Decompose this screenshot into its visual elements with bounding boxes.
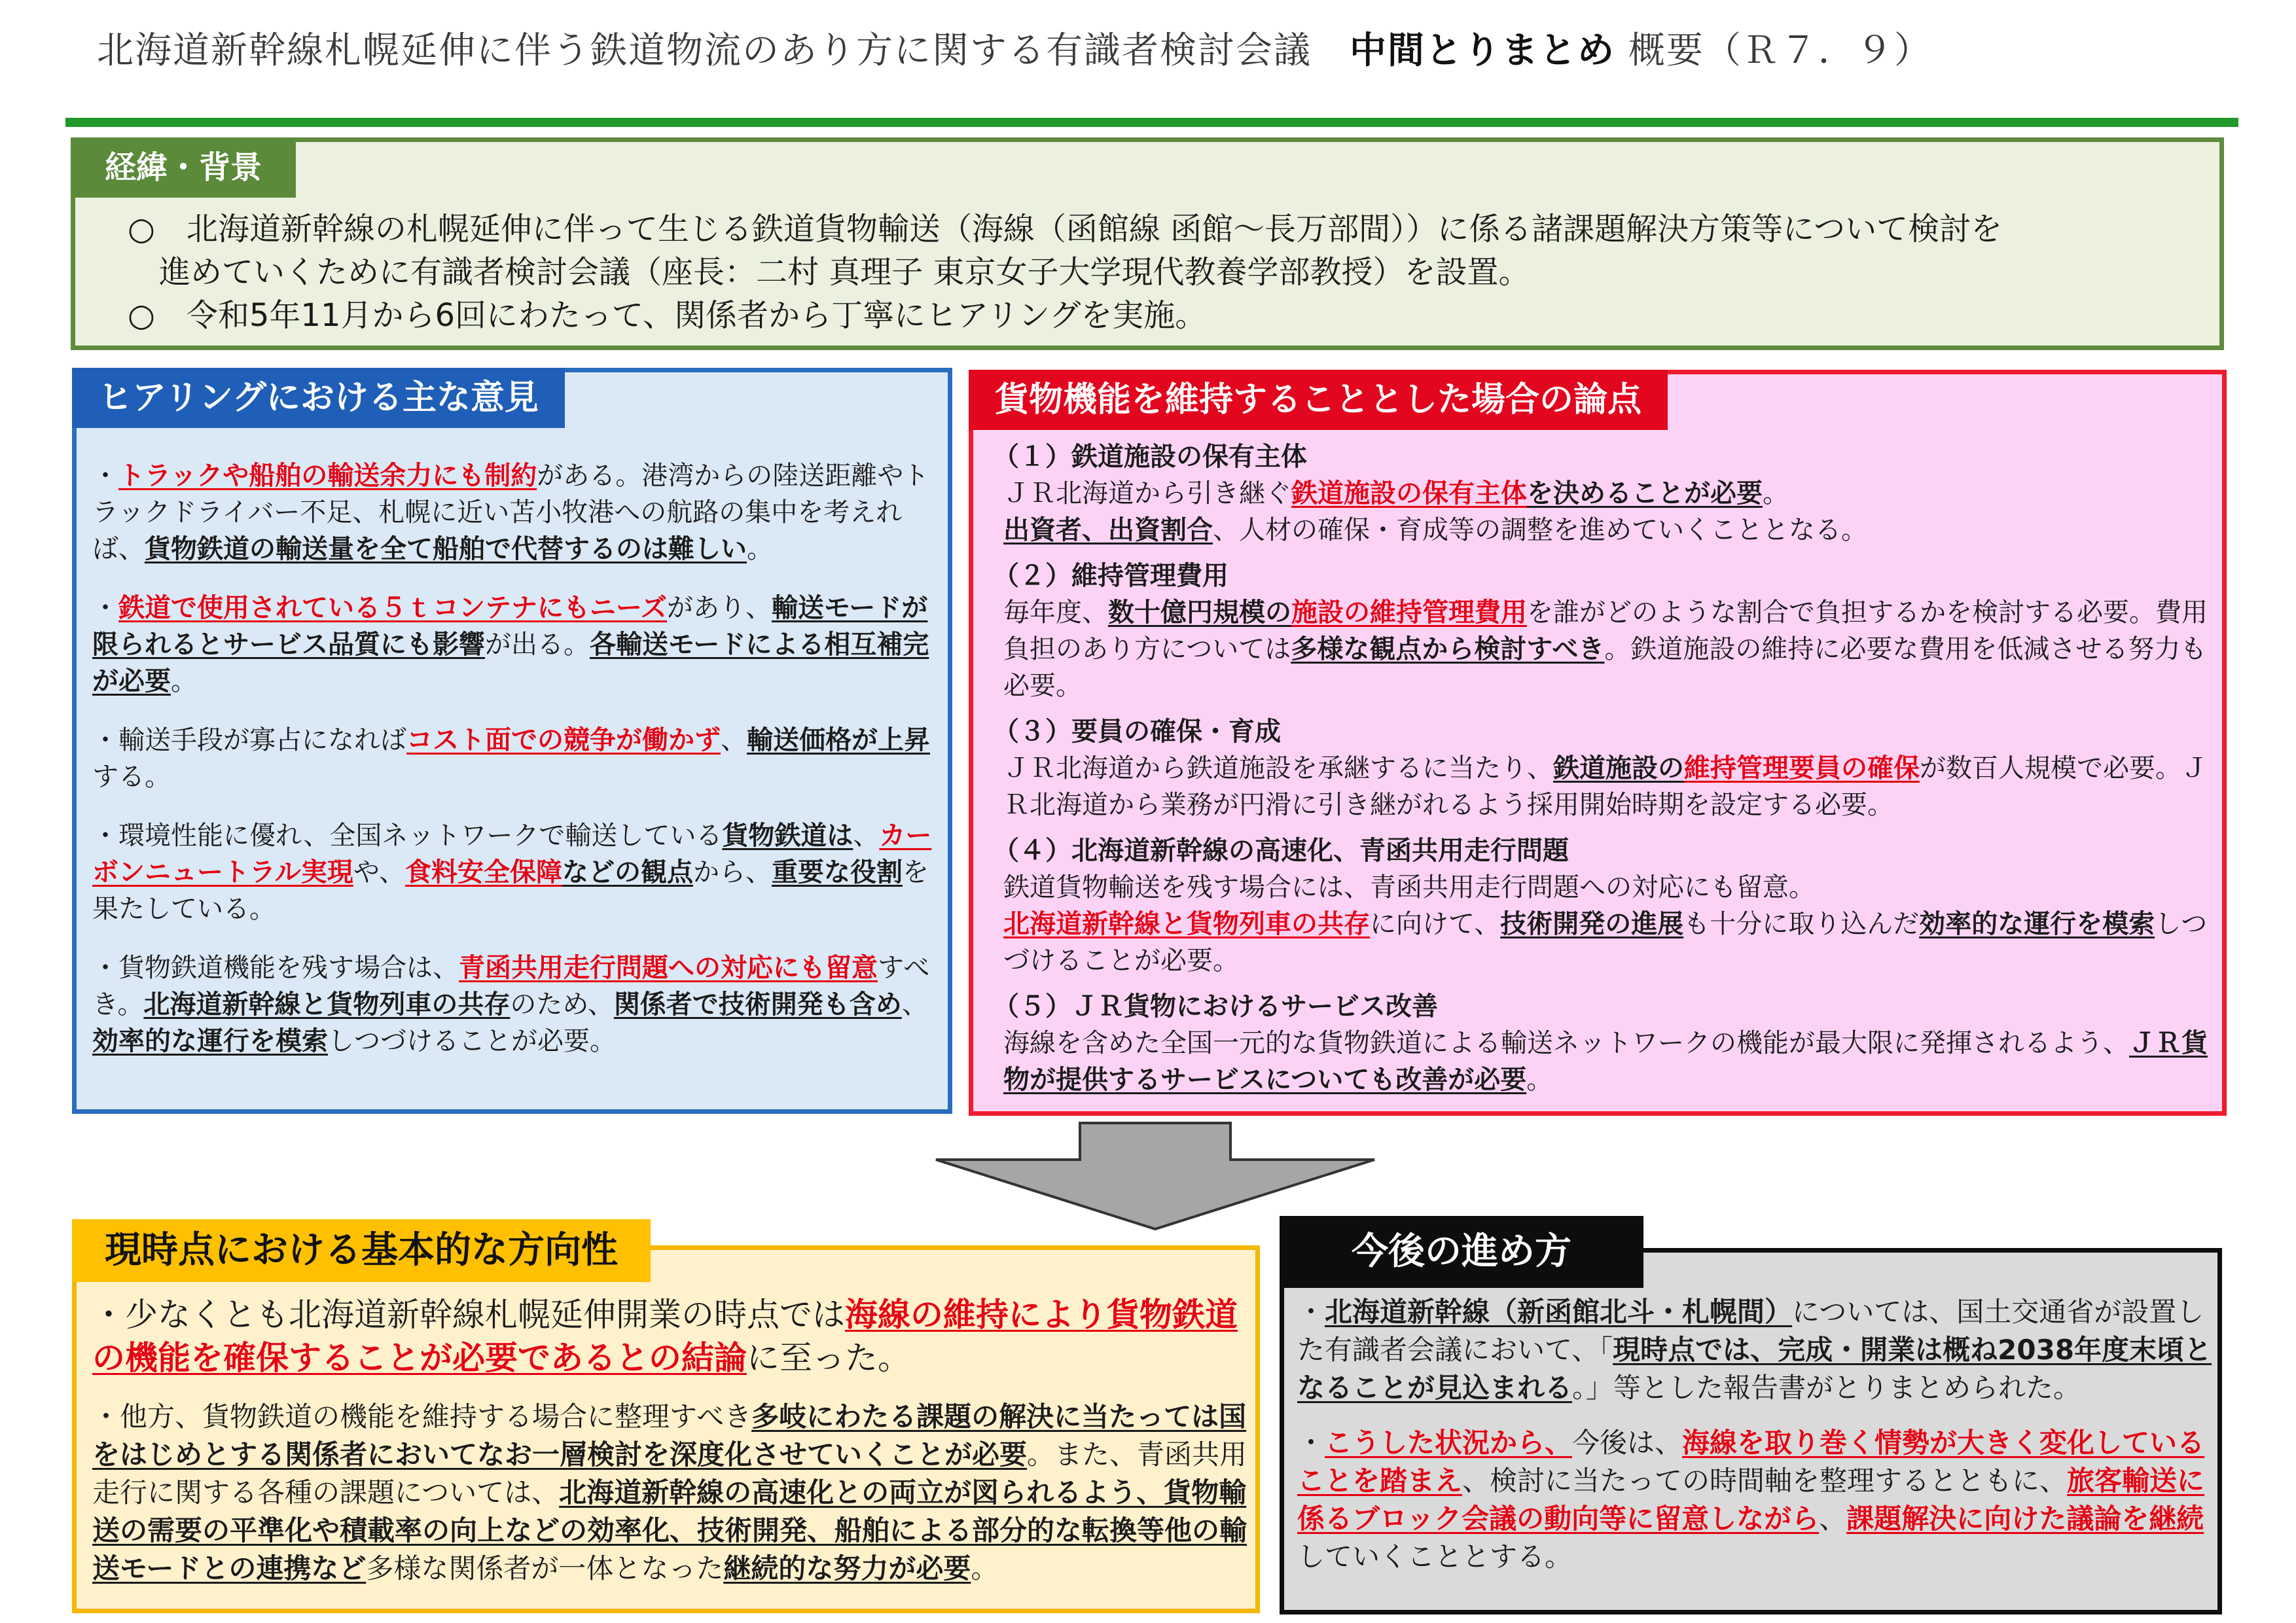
text-run: や、 — [353, 857, 406, 887]
text-run: 。 — [747, 534, 773, 564]
text-run: 。 — [1763, 478, 1789, 508]
hearing-item — [92, 950, 940, 1060]
text-run: 多様な観点から検討すべき — [1291, 634, 1605, 664]
text-run: すべき。 — [92, 953, 930, 1020]
issue-text — [993, 475, 2217, 512]
text-run: 海線の維持により貨物鉄道の機能を確保することが必要であるとの結論 — [92, 1296, 1238, 1377]
down-arrow-icon — [929, 1120, 1381, 1232]
text-run: 、検討に当たっての時間軸を整理するとともに、 — [1462, 1465, 2068, 1497]
text-run: 今後は、 — [1572, 1427, 1683, 1459]
text-run: などの観点 — [562, 857, 694, 887]
issue-section — [993, 438, 2217, 548]
hearing-item — [92, 457, 940, 567]
title-rule — [65, 118, 2238, 127]
text-run: 技術開発の進展 — [1500, 909, 1684, 939]
text-run: があり、 — [667, 593, 772, 623]
text-run: 各輸送モードによる相互補完が必要 — [92, 630, 929, 696]
hearing-item — [92, 590, 940, 700]
text-run: ＪＲ北海道から鉄道施設を承継するに当たり、 — [1003, 753, 1553, 783]
text-run: ・ — [1297, 1427, 1325, 1459]
text-run: していくこととする。 — [1297, 1541, 1573, 1573]
background-line: ○ 令和5年11月から6回にわたって、関係者から丁寧にヒアリングを実施。 — [128, 297, 1207, 334]
issue-heading: （５）ＪＲ貨物におけるサービス改善 — [993, 991, 1438, 1022]
text-run: 現時点では、完成・開業は概ね2038年度末頃となることが見込まれる — [1297, 1334, 2212, 1404]
hearing-item — [92, 817, 940, 927]
text-run: 、人材の確保・育成等の調整を進めていくこととなる。 — [1213, 515, 1867, 545]
text-run: を果たしている。 — [92, 857, 929, 924]
hearing-tab: ヒアリングにおける主な意見 — [72, 368, 565, 428]
text-run: する。 — [92, 762, 171, 792]
text-run: ・環境性能に優れ、全国ネットワークで輸送している — [92, 821, 723, 851]
text-run: 。 — [171, 666, 197, 696]
background-section — [71, 137, 2224, 350]
text-run: 出資者、出資割合 — [1003, 515, 1213, 545]
direction-list — [92, 1293, 1247, 1588]
text-run: 維持管理要員の確保 — [1684, 753, 1920, 783]
hearing-item — [92, 722, 940, 795]
text-run: 継続的な努力が必要 — [723, 1552, 971, 1584]
issue-section — [993, 713, 2217, 823]
direction-item — [92, 1293, 1247, 1380]
text-run: については、国土交通省が設置した有識者会議において、「 — [1297, 1296, 2204, 1366]
text-run: 。」等とした報告書がとりまとめられた。 — [1572, 1372, 2081, 1404]
text-run: を誰がどのような割合で負担するかを検討する必要。費用負担のあり方については — [1003, 597, 2208, 664]
next-steps-section — [1280, 1230, 2222, 1614]
text-run: 北海道新幹線（新函館北斗・札幌間） — [1325, 1296, 1793, 1328]
text-run: 多岐にわたる課題の解決に当たっては国をはじめとする関係者においてなお一層検討を深度化させていくことが必要 — [92, 1400, 1247, 1471]
text-run: 食料安全保障 — [405, 857, 563, 887]
page-title-main: 北海道新幹線札幌延伸に伴う鉄道物流のあり方に関する有識者検討会議 — [97, 29, 1312, 72]
text-run: 効率的な運行を模索 — [1919, 909, 2155, 939]
text-run: ＪＲ貨物が提供するサービスについても改善が必要 — [1003, 1028, 2208, 1095]
text-run: ・ — [92, 593, 118, 623]
text-run: 。また、青函共用走行に関する各種の課題については、 — [92, 1438, 1247, 1508]
text-run: 貨物鉄道の輸送量を全て船舶で代替するのは難しい — [145, 534, 747, 564]
next-steps-tab: 今後の進め方 — [1280, 1216, 1643, 1288]
text-run: 数十億円規模の — [1108, 597, 1291, 628]
text-run: ・少なくとも北海道新幹線札幌延伸開業の時点では — [92, 1296, 845, 1334]
text-run: 。鉄道施設の維持に必要な費用を低減させる努力も必要。 — [1003, 634, 2207, 701]
issue-section — [993, 558, 2217, 704]
issues-list — [993, 438, 2217, 1107]
text-run: 重要な役割 — [772, 857, 903, 887]
text-run: 海線を取り巻く情勢が大きく変化していることを踏まえ — [1297, 1427, 2205, 1497]
text-run: 輸送価格が上昇 — [747, 725, 930, 755]
text-run: に向けて、 — [1370, 909, 1501, 939]
text-run: 鉄道施設の保有主体 — [1291, 478, 1527, 508]
hearing-list — [92, 457, 940, 1082]
issue-text — [993, 512, 2217, 548]
issue-heading: （３）要員の確保・育成 — [993, 717, 1281, 747]
page-title-emphasis: 中間とりまとめ — [1350, 29, 1615, 72]
text-run: 。 — [1526, 1065, 1553, 1095]
text-run: 多様な関係者が一体となった — [366, 1552, 724, 1584]
text-run: ・ — [1297, 1296, 1325, 1328]
text-run: に至った。 — [747, 1339, 910, 1377]
text-run: 海線を含めた全国一元的な貨物鉄道による輸送ネットワークの機能が最大限に発揮されるよう、 — [1003, 1028, 2129, 1058]
text-run: ＪＲ北海道から引き継ぐ — [1003, 478, 1291, 508]
direction-item — [92, 1398, 1247, 1588]
issue-text — [993, 750, 2217, 823]
background-line: 進めていくために有識者検討会議（座長：二村 真理子 東京女子大学現代教養学部教授）を設置。 — [128, 254, 1530, 291]
text-run: も十分に取り込んだ — [1683, 909, 1920, 939]
text-run: 青函共用走行問題への対応にも留意 — [459, 953, 878, 983]
page-title — [97, 25, 2231, 77]
text-run: カーボンニュートラル実現 — [92, 821, 932, 887]
next-steps-item — [1297, 1424, 2214, 1576]
text-run: 北海道新幹線と貨物列車の共存 — [1003, 909, 1370, 939]
text-run: ・貨物鉄道機能を残す場合は、 — [92, 953, 459, 983]
text-run: から、 — [693, 857, 772, 887]
next-steps-item — [1297, 1293, 2214, 1407]
text-run: 効率的な運行を模索 — [92, 1026, 328, 1056]
text-run: しつづけることが必要。 — [328, 1026, 616, 1056]
text-run: 、 — [901, 990, 928, 1020]
issue-heading: （２）維持管理費用 — [993, 561, 1229, 591]
text-run: 、 — [1819, 1503, 1847, 1535]
text-run: ・ — [92, 461, 118, 491]
text-run: 北海道新幹線と貨物列車の共存 — [143, 990, 511, 1020]
hearing-section — [72, 368, 952, 1114]
issue-heading: （４）北海道新幹線の高速化、青函共用走行問題 — [993, 836, 1569, 866]
direction-tab: 現時点における基本的な方向性 — [72, 1219, 651, 1282]
issues-section — [969, 370, 2227, 1116]
text-run: 北海道新幹線の高速化との両立が図られるよう、貨物輸送の需要の平準化や積載率の向上などの効率化、技術開発、船舶による部分的な転換等他の輸送モードとの連携など — [92, 1476, 1247, 1584]
page-title-suffix: 概要（Ｒ７．９） — [1628, 29, 1932, 72]
text-run: 、 — [721, 725, 747, 755]
next-steps-list — [1297, 1293, 2214, 1593]
background-tab: 経緯・背景 — [71, 137, 296, 198]
text-run: 。 — [971, 1552, 999, 1584]
text-run: 鉄道で使用されている５ｔコンテナにもニーズ — [118, 593, 667, 623]
direction-section — [72, 1229, 1260, 1613]
text-run: 、 — [853, 821, 880, 851]
text-run: を決めることが必要 — [1527, 478, 1763, 508]
text-run: ・輸送手段が寡占になれば — [92, 725, 406, 755]
text-run: のため、 — [510, 990, 614, 1020]
text-run: 貨物鉄道は — [722, 821, 853, 851]
issue-text: 鉄道貨物輸送を残す場合には、青函共用走行問題への対応にも留意。 — [1003, 872, 1815, 902]
text-run: が出る。 — [485, 630, 590, 660]
text-run: トラックや船舶の輸送余力にも制約 — [118, 461, 537, 491]
text-run: 施設の維持管理費用 — [1291, 597, 1527, 628]
issue-text — [993, 906, 2217, 979]
text-run: 課題解決に向けた議論を継続 — [1846, 1503, 2204, 1535]
text-run: コスト面での競争が働かず — [406, 725, 721, 755]
text-run: 関係者で技術開発も含め — [613, 990, 902, 1020]
text-run: 鉄道施設の — [1553, 753, 1684, 783]
issue-text — [993, 1025, 2217, 1098]
issue-heading: （１）鉄道施設の保有主体 — [993, 442, 1307, 472]
text-run: が数百人規模で必要。ＪＲ北海道から業務が円滑に引き継がれるよう採用開始時期を設定する必要。 — [1003, 753, 2208, 820]
issue-section — [993, 988, 2217, 1098]
issue-section — [993, 832, 2217, 979]
text-run: こうした状況から、 — [1325, 1427, 1573, 1459]
text-run: 旅客輸送に係るブロック会議の動向等に留意しながら — [1297, 1465, 2205, 1535]
text-run: 毎年度、 — [1003, 597, 1108, 628]
issue-text — [993, 594, 2217, 704]
text-run: しつづけることが必要。 — [1003, 909, 2208, 976]
text-run: ・他方、貨物鉄道の機能を維持する場合に整理すべき — [92, 1400, 752, 1433]
issues-tab: 貨物機能を維持することとした場合の論点 — [969, 370, 1668, 430]
text-run: 輸送モードが限られるとサービス品質にも影響 — [92, 593, 928, 660]
background-lines — [128, 207, 2209, 337]
background-line: ○ 北海道新幹線の札幌延伸に伴って生じる鉄道貨物輸送（海線（函館線 函館～長万部間））に係る諸課題解決方策等について検討を — [128, 211, 2003, 247]
text-run: がある。港湾からの陸送距離やトラックドライバー不足、札幌に近い苫小牧港への航路の集中を考えれば、 — [92, 461, 929, 564]
